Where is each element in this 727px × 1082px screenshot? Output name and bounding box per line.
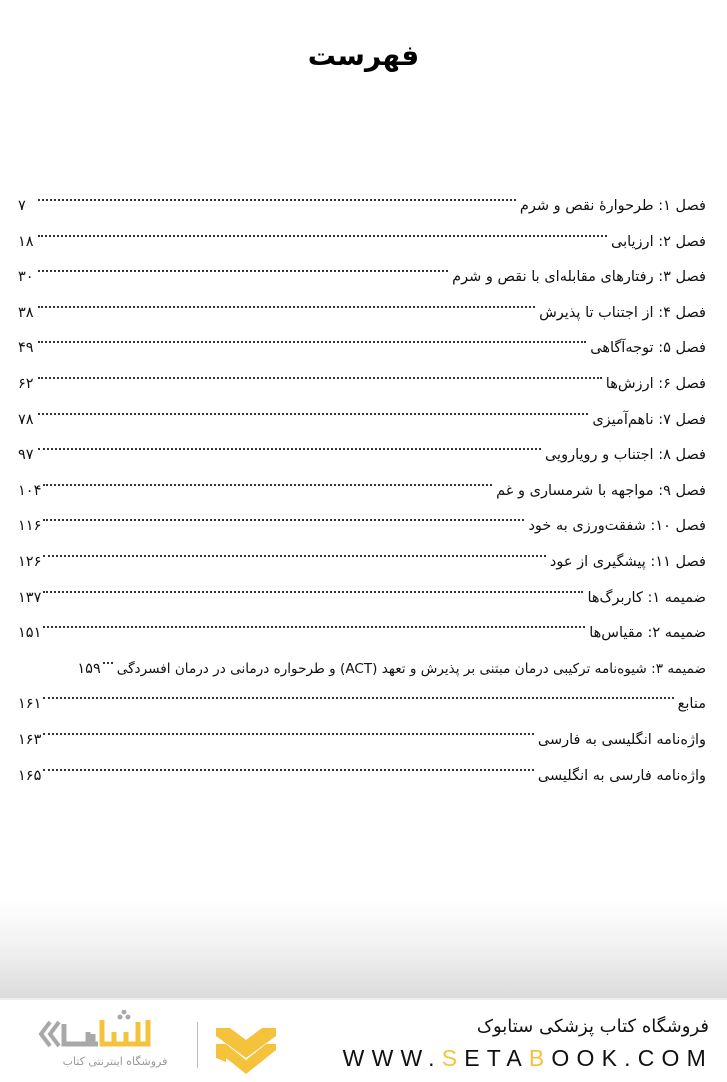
toc-entry[interactable]	[18, 714, 706, 750]
page-bottom-shadow	[0, 900, 727, 998]
toc-entry[interactable]	[18, 180, 706, 216]
dot-leader	[38, 429, 541, 459]
toc-page-number: ۱۸	[18, 233, 34, 250]
dot-leader	[38, 322, 586, 352]
toc-entry-label: منابع	[677, 696, 706, 713]
toc-entry-label: ضمیمه ۳: شیوه‌نامه ترکیبی درمان مبتنی بر پذیرش و تعهد (ACT) و طرحواره درمانی در درمان افسردگی	[116, 660, 706, 677]
logo-tagline: فروشگاه اینترنتی کتاب	[62, 1055, 168, 1068]
toc-page-number: ۶۲	[18, 375, 34, 392]
url-part-highlight: S	[441, 1045, 465, 1071]
toc-entry-label: ضمیمه ۱: کاربرگ‌ها	[587, 589, 706, 606]
toc-entry-label: فصل ۶: ارزش‌ها	[605, 375, 706, 392]
toc-page-number: ۱۲۶	[18, 553, 42, 570]
dot-leader	[43, 750, 534, 780]
toc-entry-label: فصل ۸: اجتناب و رویارویی	[544, 447, 706, 464]
toc-page-number: ۳۰	[18, 269, 34, 286]
toc-entry[interactable]	[18, 394, 706, 430]
toc-entry-label: فصل ۷: ناهم‌آمیزی	[592, 411, 706, 428]
toc-page-number: ۱۶۱	[18, 696, 42, 713]
dot-leader	[103, 643, 113, 673]
dot-leader	[43, 500, 524, 530]
toc-page-number: ۱۳۷	[18, 589, 42, 606]
dot-leader	[43, 714, 534, 744]
toc-page-number: ۱۰۴	[18, 482, 42, 499]
toc-entry-label: واژه‌نامه انگلیسی به فارسی	[537, 731, 706, 748]
store-name: فروشگاه کتاب پزشکی ستابوک	[476, 1016, 709, 1037]
dot-leader	[43, 572, 583, 602]
toc-entry-label: فصل ۱۰: شفقت‌ورزی به خود	[528, 518, 706, 535]
toc-entry[interactable]	[18, 678, 706, 714]
toc-page-number: ۹۷	[18, 447, 34, 464]
toc-entry-label: فصل ۱۱: پیشگیری از عود	[549, 553, 706, 570]
toc-entry-label: ضمیمه ۲: مقیاس‌ها	[589, 625, 706, 642]
table-of-contents	[18, 180, 706, 785]
page-title: فهرست	[307, 39, 420, 72]
url-part: OOK.COM	[551, 1045, 713, 1071]
url-part: ETA	[464, 1045, 529, 1071]
dot-leader	[38, 251, 448, 281]
url-part: WWW.	[342, 1045, 442, 1071]
dot-leader	[43, 678, 673, 708]
dot-leader	[43, 607, 585, 637]
toc-entry-label: فصل ۲: ارزیابی	[610, 233, 706, 250]
toc-entry[interactable]	[18, 251, 706, 287]
toc-entry-label: فصل ۹: مواجهه با شرمساری و غم	[496, 482, 706, 499]
toc-entry-label: واژه‌نامه فارسی به انگلیسی	[537, 767, 706, 784]
toc-page-number: ۱۶۵	[18, 767, 42, 784]
toc-page-number: ۷۸	[18, 411, 34, 428]
toc-page-number: ۱۶۳	[18, 731, 42, 748]
dot-leader	[38, 180, 516, 210]
store-url-link[interactable]	[343, 1044, 713, 1072]
dot-leader	[38, 394, 588, 424]
toc-page-number: ۱۱۶	[18, 518, 42, 535]
toc-page-number: ۱۵۹	[77, 660, 101, 677]
dot-leader	[38, 216, 607, 246]
dot-leader	[43, 465, 492, 495]
toc-entry-label: فصل ۱: طرحوارهٔ نقص و شرم	[519, 198, 706, 214]
toc-entry-label: فصل ۵: توجه‌آگاهی	[590, 340, 706, 357]
toc-entry-label: فصل ۴: از اجتناب تا پذیرش	[539, 304, 706, 321]
toc-entry[interactable]	[18, 216, 706, 252]
logo-divider	[197, 1022, 198, 1068]
dot-leader	[38, 358, 602, 388]
toc-page-number: ۱۵۱	[18, 625, 42, 642]
toc-page-number: ۷	[18, 198, 26, 214]
url-part-highlight: B	[528, 1045, 552, 1071]
dot-leader	[43, 536, 546, 566]
dot-leader	[38, 287, 535, 317]
toc-page-number: ۳۸	[18, 304, 34, 321]
toc-entry-label: فصل ۳: رفتارهای مقابله‌ای با نقص و شرم	[452, 269, 706, 286]
toc-page-number: ۴۹	[18, 340, 34, 357]
